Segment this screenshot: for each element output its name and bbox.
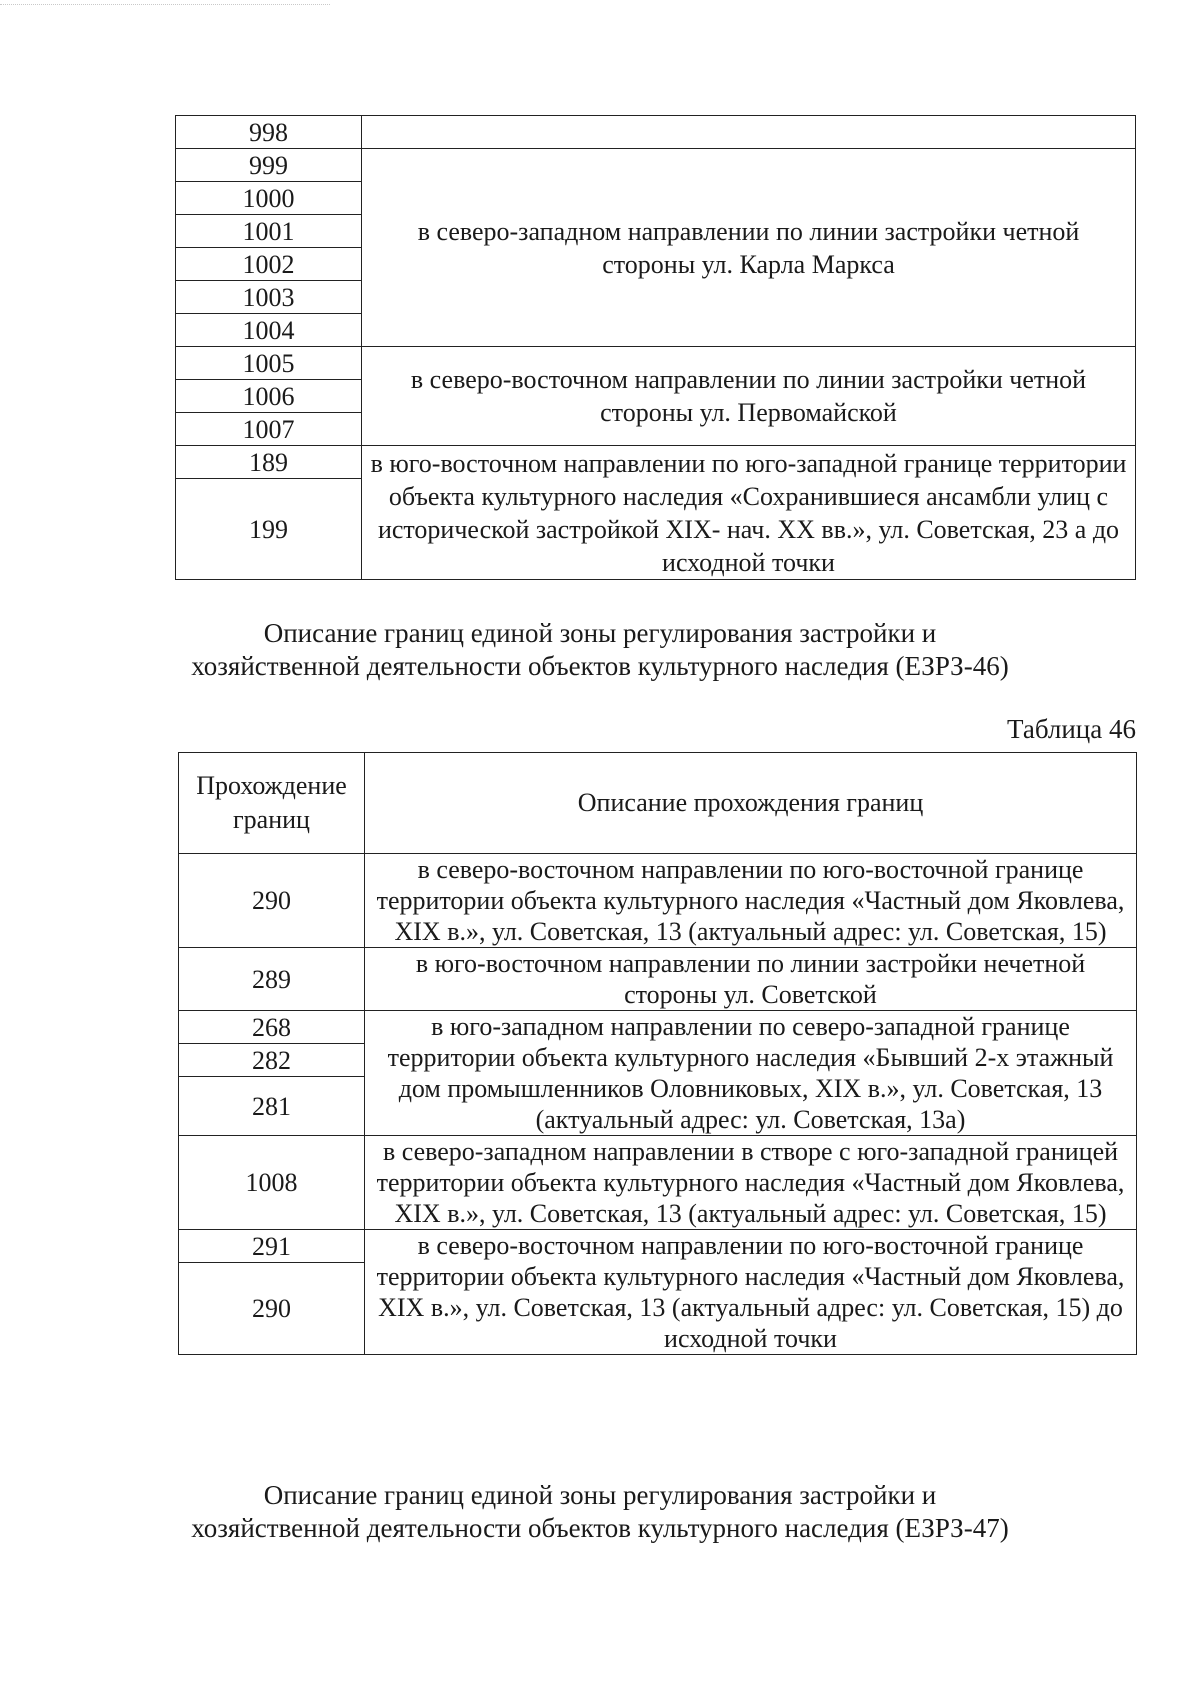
table-row [176, 347, 1136, 380]
point-number: 1002 [176, 248, 362, 281]
boundary-table-46 [178, 752, 1137, 1355]
boundary-table-continuation [175, 115, 1136, 580]
point-number: 998 [176, 116, 362, 149]
column-header-boundary-points [179, 753, 365, 854]
table-row [176, 149, 1136, 182]
point-number: 282 [179, 1044, 365, 1077]
table-caption: Таблица 46 [1007, 714, 1136, 744]
boundary-description: в северо-восточном направлении по юго-восточной границе территории объекта культурного наследия «Частный дом Яковлева, XIX в.», ул. Советская, 13 (актуальный адрес: ул. Советская, 15) [365, 854, 1137, 948]
point-number: 291 [179, 1230, 365, 1263]
section-heading-ezrz-46 [150, 617, 1050, 683]
point-number: 1003 [176, 281, 362, 314]
header-line: Прохождение [196, 771, 347, 800]
table-row [179, 1011, 1137, 1044]
heading-line: Описание границ единой зоны регулирования застройки и [263, 618, 937, 648]
table-row [176, 116, 1136, 149]
heading-line: хозяйственной деятельности объектов культурного наследия (ЕЗРЗ-46) [191, 651, 1009, 681]
point-number: 1001 [176, 215, 362, 248]
point-number: 1006 [176, 380, 362, 413]
heading-line: хозяйственной деятельности объектов культурного наследия (ЕЗРЗ-47) [191, 1513, 1009, 1543]
point-number: 1000 [176, 182, 362, 215]
table-header-row [179, 753, 1137, 854]
scan-artifact-line [0, 4, 330, 6]
boundary-description: в юго-западном направлении по северо-западной границе территории объекта культурного наследия «Бывший 2-х этажный дом промышленников Оловниковых, XIX в.», ул. Советская, 13 (актуальный адрес: ул. Советская, 13а) [365, 1011, 1137, 1136]
table-row [179, 1230, 1137, 1263]
boundary-description: в северо-западном направлении в створе с юго-западной границей территории объекта культурного наследия «Частный дом Яковлева, XIX в.», ул. Советская, 13 (актуальный адрес: ул. Советская, 15) [365, 1136, 1137, 1230]
point-number: 1004 [176, 314, 362, 347]
table-row [179, 854, 1137, 948]
column-header-description: Описание прохождения границ [365, 753, 1137, 854]
point-number: 289 [179, 948, 365, 1011]
point-number: 1007 [176, 413, 362, 446]
point-number: 999 [176, 149, 362, 182]
boundary-description: в северо-восточном направлении по линии застройки четной стороны ул. Первомайской [362, 347, 1136, 446]
point-number: 1008 [179, 1136, 365, 1230]
boundary-description: в юго-восточном направлении по юго-западной границе территории объекта культурного наследия «Сохранившиеся ансамбли улиц с исторической застройкой XIX- нач. XX вв.», ул. Советская, 23 а до исходной точки [362, 446, 1136, 580]
point-number: 268 [179, 1011, 365, 1044]
heading-line: Описание границ единой зоны регулирования застройки и [263, 1480, 937, 1510]
point-number: 290 [179, 1263, 365, 1355]
boundary-description [362, 116, 1136, 149]
point-number: 281 [179, 1077, 365, 1136]
point-number: 290 [179, 854, 365, 948]
table-row [179, 1136, 1137, 1230]
point-number: 189 [176, 446, 362, 479]
boundary-description: в юго-восточном направлении по линии застройки нечетной стороны ул. Советской [365, 948, 1137, 1011]
table-row [179, 948, 1137, 1011]
header-line: границ [233, 805, 310, 834]
boundary-description: в северо-западном направлении по линии застройки четной стороны ул. Карла Маркса [362, 149, 1136, 347]
point-number: 199 [176, 479, 362, 580]
table-row [176, 446, 1136, 479]
boundary-description: в северо-восточном направлении по юго-восточной границе территории объекта культурного наследия «Частный дом Яковлева, XIX в.», ул. Советская, 13 (актуальный адрес: ул. Советская, 15) до исходной точки [365, 1230, 1137, 1355]
point-number: 1005 [176, 347, 362, 380]
section-heading-ezrz-47 [150, 1479, 1050, 1545]
